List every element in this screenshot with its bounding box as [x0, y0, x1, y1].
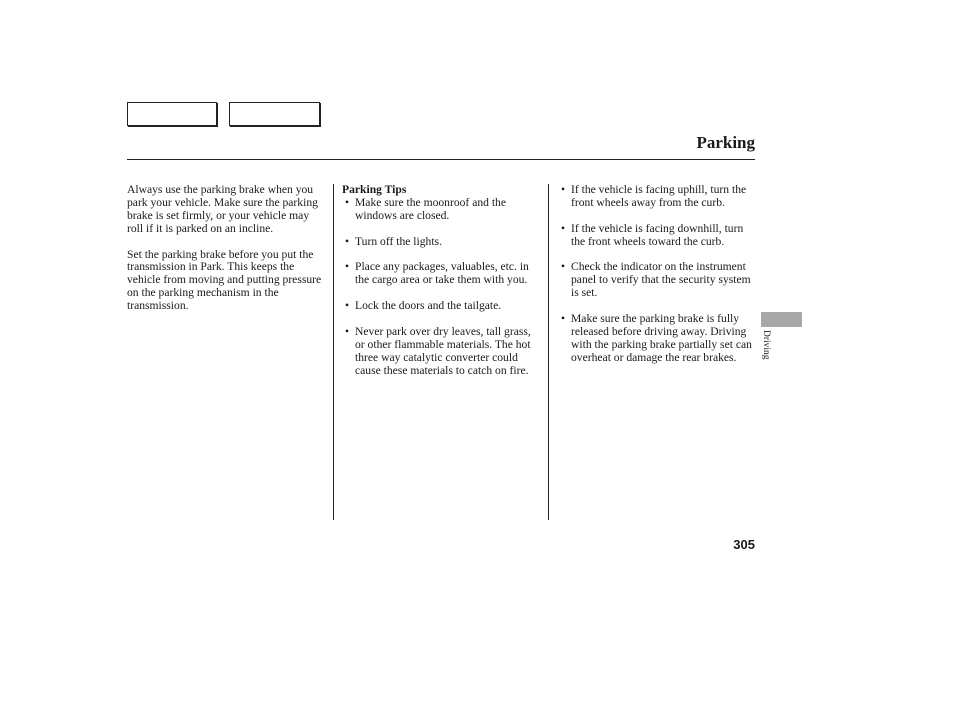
list-item: • Lock the doors and the tailgate.: [342, 300, 542, 313]
parking-tips-heading: Parking Tips: [342, 183, 407, 196]
intro-paragraph-1: Always use the parking brake when you park your vehicle. Make sure the parking brake is set firmly, or your vehicle may roll if it is parked on an incline.: [127, 183, 318, 235]
column-divider-1: [333, 184, 334, 520]
title-rule: [127, 159, 755, 160]
column-divider-2: [548, 184, 549, 520]
section-tab[interactable]: [761, 312, 802, 327]
page-title: Parking: [696, 133, 755, 152]
list-item: • Make sure the moonroof and the windows are closed.: [342, 197, 542, 223]
list-item: • Place any packages, valuables, etc. in the cargo area or take them with you.: [342, 261, 542, 287]
column-intro: [127, 184, 327, 326]
list-item: • If the vehicle is facing uphill, turn the front wheels away from the curb.: [561, 184, 757, 210]
column-parking-tips: [342, 184, 542, 390]
list-item: • Never park over dry leaves, tall grass, or other flammable materials. The hot three way catalytic converter could cause these materials to catch on fire.: [342, 326, 542, 378]
list-item: • Check the indicator on the instrument panel to verify that the security system is set.: [561, 261, 757, 300]
nav-button-index[interactable]: [229, 102, 320, 126]
parking-tips-list: [342, 197, 542, 378]
nav-button-main-menu[interactable]: [127, 102, 217, 126]
section-tab-label: Driving: [761, 330, 771, 360]
page-number: 305: [733, 537, 755, 552]
column-more-tips: [561, 184, 757, 378]
list-item: • If the vehicle is facing downhill, turn the front wheels toward the curb.: [561, 223, 757, 249]
more-tips-list: [561, 184, 757, 365]
list-item: • Make sure the parking brake is fully released before driving away. Driving with the parking brake partially set can overheat or damage the rear brakes.: [561, 313, 757, 365]
intro-paragraph-2: Set the parking brake before you put the transmission in Park. This keeps the vehicle from moving and putting pressure on the parking mechanism in the transmission.: [127, 247, 322, 313]
list-item: • Turn off the lights.: [342, 236, 542, 249]
